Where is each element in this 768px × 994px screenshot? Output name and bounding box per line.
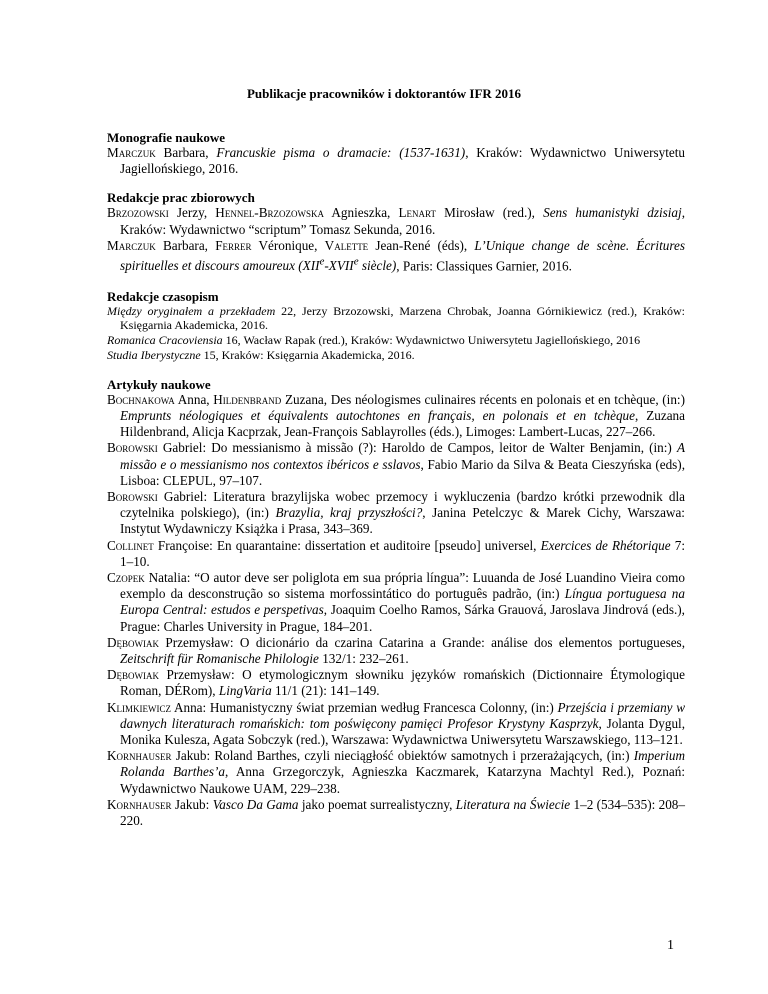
article-text: Gabriel: Literatura brazylijska wobec przemocy i wykluczenia (bardzo krótki przewodnik dla czytelnika polskiego), (in:) xyxy=(120,489,685,521)
article-text: Jakub: xyxy=(171,796,213,812)
work-title-part: L’Unique change de scène. Écritures spirituelles et discours amoureux (XII xyxy=(120,237,685,274)
journal-title: Romanica Cracoviensia xyxy=(107,333,223,348)
article-text: Françoise: En quarantaine: dissertation et auditoire [pseudo] universel, xyxy=(153,537,541,553)
author-surname: Brzozowski xyxy=(107,205,169,221)
publication-details: , Kraków: Wydawnictwo Uniwersytetu Jagiellońskiego, 2016. xyxy=(120,145,685,177)
superscript: e xyxy=(353,256,359,269)
publication-details: 15, Kraków: Księgarnia Akademicka, 2016. xyxy=(200,348,415,362)
work-title-part: -XVII xyxy=(324,258,354,274)
article-entry xyxy=(107,748,685,797)
journal-title: Zeitschrift für Romanische Philologie xyxy=(120,651,319,667)
article-text: Natalia: “O autor deve ser poliglota em sua própria língua”: Luuanda de José Luandino Vieira como exemplo da desconstrução so sistema morfossintático do português padrão, (in:) xyxy=(120,570,685,602)
author-firstname: Barbara, xyxy=(155,145,217,160)
publication-details: , Joaquim Coelho Ramos, Sárka Grauová, Jaroslava Jindrová (eds.), Prague: Charles University in Prague, 184–201. xyxy=(120,602,685,634)
page-title: Publikacje pracowników i doktorantów IFR 2016 xyxy=(246,86,522,101)
publication-details: 132/1: 232–261. xyxy=(318,651,409,667)
article-text: Zuzana, Des néologismes culinaires récents en polonais et en tchèque, (in:) xyxy=(281,391,685,407)
publication-details: 7: 1–10. xyxy=(120,537,685,569)
publication-details: , Anna Grzegorczyk, Agnieszka Kaczmarek, Katarzyna Machtyl Red.), Poznań: Wydawnictwo Naukowe UAM, 229–238. xyxy=(120,764,685,796)
journal-title: Literatura na Świecie xyxy=(455,796,571,812)
author-surname: Dębowiak xyxy=(107,634,160,650)
author-surname: Kornhauser xyxy=(107,796,172,812)
redakcja-entry xyxy=(107,238,685,275)
author-firstname: Barbara, xyxy=(155,237,216,253)
publication-details: , Paris: Classiques Garnier, 2016. xyxy=(396,258,572,274)
work-title: Emprunts néologiques et équivalents autochtones en français, en polonais et en tchèque xyxy=(120,408,635,423)
author-surname: Dębowiak xyxy=(107,667,160,683)
author-surname: Collinet xyxy=(107,537,154,553)
author-surname: Valette xyxy=(324,237,369,253)
work-title: Língua portuguesa na Europa Central: estudos e perspetivas xyxy=(120,586,685,618)
journal-title: LingVaria xyxy=(218,683,272,699)
publication-details: , Fabio Mario da Silva & Beata Cieszyńska (eds), Lisboa: CLEPUL, 97–107. xyxy=(120,456,685,488)
journal-title: Studia Iberystyczne xyxy=(107,348,201,362)
work-title: Przejścia i przemiany w dawnych literaturach romańskich: tom poświęcony pamięci Profesor Krystyny Kasprzyk xyxy=(120,699,686,731)
article-text: Gabriel: Do messianismo à missão (?): Haroldo de Campos, leitor de Walter Benjamin, (in:) xyxy=(157,440,677,456)
article-entry xyxy=(107,667,685,699)
article-entry xyxy=(107,700,685,749)
article-entry xyxy=(107,570,685,635)
author-surname: Lenart xyxy=(398,205,436,221)
publication-details: , Janina Petelczyc & Marek Cichy, Warszawa: Instytut Wydawniczy Książka i Prasa, 343–369. xyxy=(120,505,685,537)
work-title: Vasco Da Gama xyxy=(212,796,299,812)
article-text: Jakub: Roland Barthes, czyli nieciągłość obiektów samotnych i przerażających, (in:) xyxy=(171,748,634,764)
section-heading-redakcje-czasopism: Redakcje czasopism xyxy=(107,288,219,304)
superscript: e xyxy=(319,256,325,269)
page-number: 1 xyxy=(667,938,674,953)
author-firstname: Jerzy, xyxy=(168,205,216,221)
author-surname: Hennel-Brzozowska xyxy=(215,205,324,221)
article-text: jako poemat surrealistyczny, xyxy=(298,796,456,812)
author-surname: Kornhauser xyxy=(107,748,172,764)
section-heading-artykuly: Artykuły naukowe xyxy=(107,376,211,392)
author-firstname: Mirosław (red.), xyxy=(435,205,544,221)
author-surname: Klimkiewicz xyxy=(107,699,172,715)
article-text: Przemysław: O etymologicznym słowniku języków romańskich (Dictionnaire Étymologique Roman, DÉRom), xyxy=(120,667,685,699)
publication-details: 22, Jerzy Brzozowski, Marzena Chrobak, Joanna Górnikiewicz (red.), Kraków: Księgarnia Akademicka, 2016. xyxy=(120,303,685,333)
article-text: Przemysław: O dicionário da czarina Catarina a Grande: análise dos elementos portugueses, xyxy=(159,634,685,650)
author-firstname: Agnieszka, xyxy=(324,205,399,221)
work-title: Brazylia, kraj przyszłości? xyxy=(275,505,423,521)
author-firstname: Jean-René (éds), xyxy=(368,237,475,253)
czasopismo-entry xyxy=(107,348,685,363)
work-title: Francuskie pisma o dramacie: (1537-1631) xyxy=(216,145,466,160)
work-title-part: siècle) xyxy=(358,258,397,274)
article-entry xyxy=(107,440,685,489)
author-surname: Ferrer xyxy=(215,237,252,253)
monografia-entry xyxy=(107,145,685,177)
author-surname: Czopek xyxy=(107,570,145,586)
article-text: Anna: Humanistyczny świat przemian według Francesca Colonny, (in:) xyxy=(171,699,558,715)
publication-details: 11/1 (21): 141–149. xyxy=(271,683,380,699)
article-entry xyxy=(107,538,685,570)
author-surname: Borowski xyxy=(107,489,158,505)
article-entry xyxy=(107,489,685,538)
work-title: Imperium Rolanda Barthes’a xyxy=(120,748,685,780)
publication-list xyxy=(107,130,685,829)
author-surname: Hildenbrand xyxy=(213,391,282,407)
publication-details: 16, Wacław Rapak (red.), Kraków: Wydawnictwo Uniwersytetu Jagiellońskiego, 2016 xyxy=(222,333,641,348)
czasopismo-entry xyxy=(107,304,685,334)
publication-details: , Jolanta Dygul, Monika Kulesza, Agata Sobczyk (red.), Warszawa: Wydawnictwa Uniwersytetu Warszawskiego, 113–121. xyxy=(120,715,686,748)
publication-details: , Kraków: Wydawnictwo “scriptum” Tomasz Sekunda, 2016. xyxy=(120,205,685,237)
article-entry xyxy=(107,797,685,829)
czasopismo-entry xyxy=(107,333,685,348)
journal-title: Między oryginałem a przekładem xyxy=(107,303,276,318)
author-surname: Bochnakowa xyxy=(107,391,175,407)
article-entry xyxy=(107,635,685,667)
redakcja-entry xyxy=(107,205,685,237)
publication-details: 1–2 (534–535): 208–220. xyxy=(120,796,685,829)
section-heading-monografie: Monografie naukowe xyxy=(107,130,226,145)
article-entry xyxy=(107,392,685,441)
author-firstname: Anna, xyxy=(174,391,214,407)
author-firstname: Véronique, xyxy=(251,237,325,253)
work-title: Sens humanistyki dzisiaj xyxy=(543,205,682,221)
author-surname: Marczuk xyxy=(107,237,156,253)
journal-title: Exercices de Rhétorique xyxy=(540,537,671,553)
section-heading-redakcje-prac: Redakcje prac zbiorowych xyxy=(107,190,255,206)
publication-details: , Zuzana Hildenbrand, Alicja Kacprzak, Jean-François Sablayrolles (éds.), Limoges: Lambert-Lucas, 227–266. xyxy=(120,408,685,440)
author-surname: Marczuk xyxy=(107,145,156,160)
author-surname: Borowski xyxy=(107,440,158,456)
work-title: A missão e o messianismo nos contextos ibéricos e sslavos xyxy=(120,440,685,472)
